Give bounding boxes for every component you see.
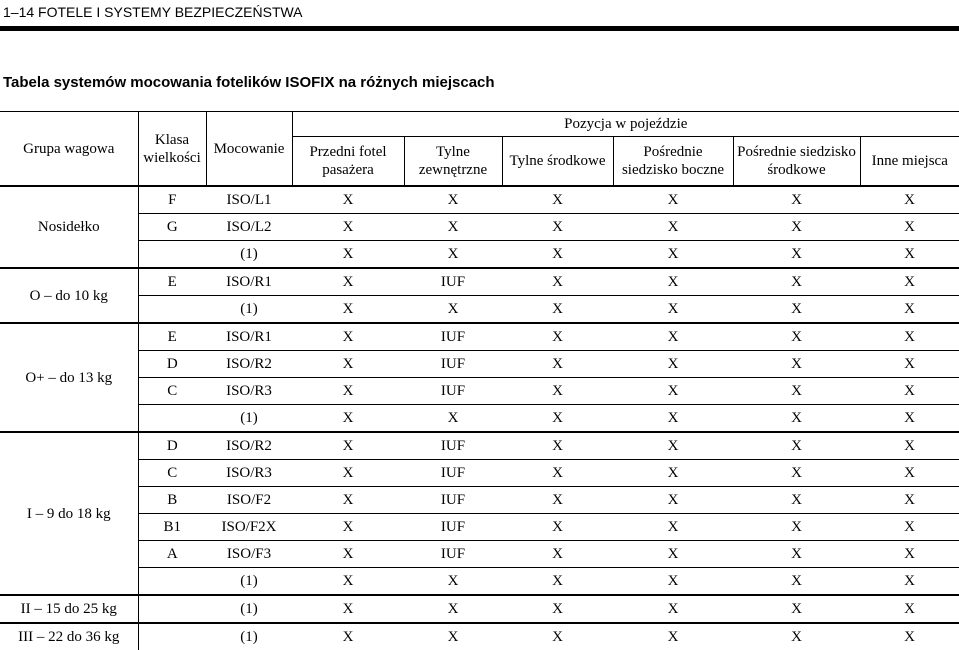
size-class-cell: B [138,487,206,514]
table-row [0,241,959,269]
position-value-cell: X [502,568,613,596]
position-value-cell: X [733,460,860,487]
position-value-cell: X [860,214,959,241]
position-value-cell: X [613,241,733,269]
position-value-cell: X [502,432,613,460]
position-value-cell: X [502,268,613,296]
size-class-cell: G [138,214,206,241]
table-row [0,268,959,296]
position-value-cell: X [860,351,959,378]
position-value-cell: X [502,487,613,514]
weight-group-cell: Nosidełko [0,186,138,268]
mounting-cell: ISO/F3 [206,541,292,568]
header-front-passenger-label: Przedni fotel pasażera [309,144,387,178]
header-other: Inne miejsca [860,137,959,187]
table-row [0,487,959,514]
header-position: Pozycja w pojeździe [292,112,959,137]
position-value-cell: X [502,351,613,378]
position-value-cell: X [502,460,613,487]
position-value-cell: X [733,405,860,433]
header-rule [0,26,959,31]
position-value-cell: X [502,595,613,623]
mounting-cell: ISO/F2X [206,514,292,541]
position-value-cell: X [860,541,959,568]
position-value-cell: X [502,241,613,269]
position-value-cell: X [292,405,404,433]
table-row [0,323,959,351]
size-class-cell: D [138,432,206,460]
mounting-cell: ISO/R2 [206,432,292,460]
size-class-cell [138,405,206,433]
size-class-cell [138,241,206,269]
page-header: 1–14 FOTELE I SYSTEMY BEZPIECZEŃSTWA [3,4,303,20]
position-value-cell: X [733,241,860,269]
size-class-cell [138,568,206,596]
position-value-cell: X [860,296,959,324]
position-value-cell: X [733,541,860,568]
position-value-cell: X [292,487,404,514]
mounting-cell: (1) [206,296,292,324]
position-value-cell: X [292,378,404,405]
mounting-cell: ISO/L2 [206,214,292,241]
position-value-cell: X [860,623,959,650]
mounting-cell: ISO/R1 [206,323,292,351]
position-value-cell: X [613,214,733,241]
size-class-cell: B1 [138,514,206,541]
position-value-cell: X [733,432,860,460]
position-value-cell: X [860,241,959,269]
position-value-cell: X [613,514,733,541]
position-value-cell: X [860,514,959,541]
weight-group-cell: O – do 10 kg [0,268,138,323]
table-row [0,378,959,405]
position-value-cell: X [860,378,959,405]
position-value-cell: X [733,296,860,324]
position-value-cell: X [613,323,733,351]
position-value-cell: IUF [404,514,502,541]
header-size-class-label: Klasa wielkości [143,131,201,166]
position-value-cell: X [404,214,502,241]
position-value-cell: IUF [404,460,502,487]
position-value-cell: X [292,460,404,487]
mounting-cell: ISO/R3 [206,460,292,487]
isofix-table [0,111,959,650]
position-value-cell: X [733,378,860,405]
header-rear-outer-label: Tylne zewnętrzne [418,144,488,178]
table-row [0,595,959,623]
position-value-cell: X [292,514,404,541]
position-value-cell: X [733,351,860,378]
header-row-1 [0,112,959,137]
position-value-cell: X [292,268,404,296]
position-value-cell: X [292,595,404,623]
position-value-cell: X [733,323,860,351]
mounting-cell: (1) [206,568,292,596]
position-value-cell: X [613,432,733,460]
position-value-cell: IUF [404,487,502,514]
table-row [0,460,959,487]
position-value-cell: X [292,296,404,324]
position-value-cell: X [292,351,404,378]
position-value-cell: X [502,378,613,405]
position-value-cell: X [292,541,404,568]
table-row [0,351,959,378]
header-group: Grupa wagowa [0,112,138,187]
table-body [0,186,959,650]
position-value-cell: X [733,487,860,514]
position-value-cell: X [733,568,860,596]
position-value-cell: X [292,432,404,460]
position-value-cell: X [860,268,959,296]
size-class-cell: C [138,378,206,405]
table-row [0,623,959,650]
position-value-cell: X [860,432,959,460]
size-class-cell [138,623,206,650]
position-value-cell: X [502,214,613,241]
position-value-cell: X [404,405,502,433]
mounting-cell: (1) [206,623,292,650]
position-value-cell: X [733,268,860,296]
mounting-cell: ISO/R2 [206,351,292,378]
position-value-cell: X [613,487,733,514]
table-row [0,514,959,541]
size-class-cell: A [138,541,206,568]
position-value-cell: X [613,623,733,650]
position-value-cell: X [292,241,404,269]
position-value-cell: X [292,623,404,650]
header-rear-outer [404,137,502,187]
size-class-cell: E [138,323,206,351]
weight-group-cell: III – 22 do 36 kg [0,623,138,650]
position-value-cell: X [404,296,502,324]
header-mounting: Mocowanie [206,112,292,187]
header-size-class [138,112,206,187]
position-value-cell: X [502,186,613,214]
table-row [0,214,959,241]
position-value-cell: X [502,623,613,650]
size-class-cell: E [138,268,206,296]
size-class-cell: C [138,460,206,487]
position-value-cell: X [860,568,959,596]
position-value-cell: IUF [404,268,502,296]
position-value-cell: X [404,568,502,596]
position-value-cell: X [733,623,860,650]
position-value-cell: X [613,296,733,324]
position-value-cell: X [404,186,502,214]
table-row [0,432,959,460]
position-value-cell: IUF [404,541,502,568]
position-value-cell: X [733,214,860,241]
table-row [0,405,959,433]
weight-group-cell: II – 15 do 25 kg [0,595,138,623]
position-value-cell: X [404,595,502,623]
position-value-cell: X [292,323,404,351]
mounting-cell: ISO/F2 [206,487,292,514]
position-value-cell: X [860,595,959,623]
position-value-cell: X [733,514,860,541]
header-middle-side-label: Pośrednie siedzisko boczne [621,144,725,178]
mounting-cell: (1) [206,595,292,623]
position-value-cell: IUF [404,432,502,460]
position-value-cell: X [613,541,733,568]
position-value-cell: X [613,405,733,433]
position-value-cell: X [860,323,959,351]
position-value-cell: X [404,623,502,650]
position-value-cell: X [502,514,613,541]
position-value-cell: X [613,595,733,623]
table-row [0,541,959,568]
header-middle-side [613,137,733,187]
weight-group-cell: O+ – do 13 kg [0,323,138,432]
position-value-cell: X [860,405,959,433]
size-class-cell: D [138,351,206,378]
position-value-cell: X [292,214,404,241]
table-row [0,186,959,214]
header-rear-center: Tylne środkowe [502,137,613,187]
size-class-cell [138,296,206,324]
size-class-cell [138,595,206,623]
mounting-cell: ISO/R3 [206,378,292,405]
position-value-cell: X [860,487,959,514]
position-value-cell: X [860,460,959,487]
position-value-cell: X [613,568,733,596]
position-value-cell: IUF [404,378,502,405]
position-value-cell: X [613,186,733,214]
header-middle-center [733,137,860,187]
position-value-cell: X [733,186,860,214]
position-value-cell: X [502,541,613,568]
position-value-cell: X [502,323,613,351]
position-value-cell: X [613,378,733,405]
table-row [0,568,959,596]
position-value-cell: X [502,405,613,433]
size-class-cell: F [138,186,206,214]
position-value-cell: X [860,186,959,214]
header-middle-center-label: Pośrednie siedzisko środkowe [737,144,856,178]
mounting-cell: ISO/L1 [206,186,292,214]
position-value-cell: X [292,568,404,596]
position-value-cell: X [613,460,733,487]
position-value-cell: X [502,296,613,324]
position-value-cell: IUF [404,323,502,351]
header-front-passenger [292,137,404,187]
position-value-cell: X [733,595,860,623]
position-value-cell: IUF [404,351,502,378]
position-value-cell: X [404,241,502,269]
position-value-cell: X [613,351,733,378]
mounting-cell: (1) [206,241,292,269]
table-row [0,296,959,324]
position-value-cell: X [613,268,733,296]
mounting-cell: (1) [206,405,292,433]
position-value-cell: X [292,186,404,214]
mounting-cell: ISO/R1 [206,268,292,296]
table-title: Tabela systemów mocowania fotelików ISOFIX na różnych miejscach [3,74,495,91]
weight-group-cell: I – 9 do 18 kg [0,432,138,595]
